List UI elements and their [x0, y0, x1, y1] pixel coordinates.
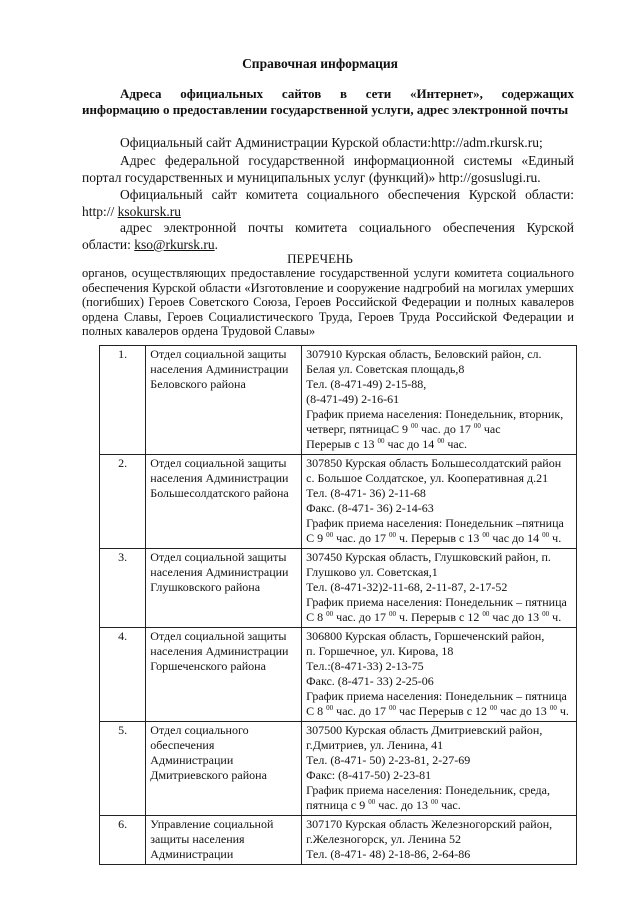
email-link[interactable]: kso@rkursk.ru	[134, 237, 215, 252]
contact-line: Факс. (8-471- 36) 2-14-63	[306, 501, 434, 515]
contact-line: 306800 Курская область, Горшеченский район,	[306, 629, 545, 643]
row-number: 1.	[100, 346, 146, 455]
superscript-minutes: 00	[388, 704, 396, 712]
email-suffix: .	[214, 237, 218, 252]
contact-line: График приема населения: Понедельник –пятница	[306, 516, 564, 530]
office-name: Отдел социальной защиты населения Администрации Беловского района	[146, 346, 302, 455]
table-row	[100, 722, 577, 816]
table-row	[100, 549, 577, 628]
contact-line: 307850 Курская область Большесолдатский район	[306, 456, 562, 470]
contact-line: График приема населения: Понедельник – пятница	[306, 595, 567, 609]
superscript-minutes: 00	[490, 704, 498, 712]
section-heading	[82, 86, 574, 118]
superscript-minutes: 00	[326, 531, 334, 539]
email-prefix: адрес электронной почты комитета социального обеспечения Курской области:	[82, 220, 574, 252]
contact-line: Тел. (8-471- 48) 2-18-86, 2-64-86	[306, 847, 471, 861]
office-contact-info	[302, 628, 577, 722]
row-number: 3.	[100, 549, 146, 628]
superscript-minutes: 00	[549, 704, 557, 712]
contact-line: Тел. (8-471-32)2-11-68, 2-11-87, 2-17-52	[306, 580, 508, 594]
contact-line: Тел.:(8-471-33) 2-13-75	[306, 659, 424, 673]
office-name: Отдел социальной защиты населения Администрации Большесолдатского района	[146, 455, 302, 549]
superscript-minutes: 00	[542, 531, 550, 539]
superscript-minutes: 00	[482, 610, 490, 618]
admin-site-paragraph: Официальный сайт Администрации Курской области:http://adm.rkursk.ru;	[120, 135, 543, 150]
contact-line: Перерыв с 13 $^{00}$ час до 14 $^{00}$ час.	[306, 437, 467, 451]
superscript-minutes: 00	[431, 798, 439, 806]
contact-line: г.Дмитриев, ул. Ленина, 41	[306, 738, 444, 752]
superscript-minutes: 00	[437, 437, 445, 445]
committee-site-link[interactable]: ksokursk.ru	[117, 204, 182, 219]
contact-line: С 8 $^{00}$ час. до 17 $^{00}$ час Перерыв с 12 $^{00}$ час до 13 $^{00}$ ч.	[306, 704, 569, 718]
superscript-minutes: 00	[542, 610, 550, 618]
row-number: 2.	[100, 455, 146, 549]
contact-line: График приема населения: Понедельник – пятница	[306, 689, 567, 703]
contact-line: Факс: (8-417-50) 2-23-81	[306, 768, 432, 782]
table-row	[100, 455, 577, 549]
office-name: Управление социальной защиты населения Администрации	[146, 816, 302, 865]
superscript-minutes: 00	[377, 437, 385, 445]
list-title: ПЕРЕЧЕНЬ	[287, 251, 353, 266]
contact-line: Глушково ул. Советская,1	[306, 565, 438, 579]
contact-line: пятница с 9 $^{00}$ час. до 13 $^{00}$ час.	[306, 798, 461, 812]
superscript-minutes: 00	[326, 704, 334, 712]
superscript-minutes: 00	[411, 422, 419, 430]
offices-table	[99, 345, 577, 865]
superscript-minutes: 00	[482, 531, 490, 539]
office-contact-info	[302, 722, 577, 816]
row-number: 5.	[100, 722, 146, 816]
federal-portal-paragraph: Адрес федеральной государственной информационной системы «Единый портал государственных и муниципальных услуг (функций)» http://gosuslugi.ru.	[82, 153, 574, 185]
contact-line: Тел. (8-471- 50) 2-23-81, 2-27-69	[306, 753, 471, 767]
office-contact-info	[302, 455, 577, 549]
superscript-minutes: 00	[388, 610, 396, 618]
superscript-minutes: 00	[326, 610, 334, 618]
table-row	[100, 628, 577, 722]
superscript-minutes: 00	[388, 531, 396, 539]
contact-line: п. Горшечное, ул. Кирова, 18	[306, 644, 454, 658]
superscript-minutes: 00	[368, 798, 376, 806]
superscript-minutes: 00	[473, 422, 481, 430]
contact-line: Тел. (8-471-49) 2-15-88,	[306, 377, 427, 391]
contact-line: 307450 Курская область, Глушковский район, п.	[306, 550, 551, 564]
contact-line: г.Железногорск, ул. Ленина 52	[306, 832, 462, 846]
table-row	[100, 816, 577, 865]
office-contact-info	[302, 346, 577, 455]
contact-line: Белая ул. Советская площадь,8	[306, 362, 465, 376]
contact-line: Тел. (8-471- 36) 2-11-68	[306, 486, 426, 500]
office-name: Отдел социальной защиты населения Администрации Глушковского района	[146, 549, 302, 628]
contact-line: График приема населения: Понедельник, вторник,	[306, 407, 564, 421]
office-name: Отдел социальной защиты населения Администрации Горшеченского района	[146, 628, 302, 722]
contact-line: 307910 Курская область, Беловский район, сл.	[306, 347, 542, 361]
contact-line: С 9 $^{00}$ час. до 17 $^{00}$ ч. Перерыв с 13 $^{00}$ час до 14 $^{00}$ ч.	[306, 531, 562, 545]
contact-line: График приема населения: Понедельник, среда,	[306, 783, 550, 797]
office-contact-info	[302, 549, 577, 628]
contact-line: Факс. (8-471- 33) 2-25-06	[306, 674, 434, 688]
contact-line: С 8 $^{00}$ час. до 17 $^{00}$ ч. Перерыв с 12 $^{00}$ час до 13 $^{00}$ ч.	[306, 610, 562, 624]
table-row	[100, 346, 577, 455]
contact-line: четверг, пятницаС 9 $^{00}$ час. до 17 $^{00}$ час	[306, 422, 501, 436]
page-title: Справочная информация	[242, 56, 398, 71]
section-heading-line-2: информацию о предоставлении государственной услуги, адрес электронной почты	[82, 102, 569, 117]
contact-line: (8-471-49) 2-16-61	[306, 392, 400, 406]
contact-line: 307500 Курская область Дмитриевский район,	[306, 723, 543, 737]
row-number: 6.	[100, 816, 146, 865]
committee-site-paragraph	[82, 186, 574, 220]
row-number: 4.	[100, 628, 146, 722]
section-heading-line-1: Адреса официальных сайтов в сети «Интернет», содержащих	[120, 86, 574, 101]
contact-line: с. Большое Солдатское, ул. Кооперативная д.21	[306, 471, 549, 485]
office-contact-info	[302, 816, 577, 865]
committee-site-prefix: Официальный сайт комитета социального обеспечения Курской области: http://	[82, 187, 574, 219]
offices-table-body	[100, 346, 577, 865]
contact-line: 307170 Курская область Железногорский район,	[306, 817, 553, 831]
email-paragraph	[82, 219, 574, 253]
list-description: органов, осуществляющих предоставление государственной услуги комитета социального обеспечения Курской области «Изготовление и сооружение надгробий на могилах умерших (погибших) Героев Советского Союза, Героев Российской Федерации и полных кавалеров ордена Славы, Героев Социалистического Труда, Героев Труда Российской Федерации и полных кавалеров ордена Трудовой Славы»	[82, 266, 574, 338]
office-name: Отдел социального обеспечения Администрации Дмитриевского района	[146, 722, 302, 816]
